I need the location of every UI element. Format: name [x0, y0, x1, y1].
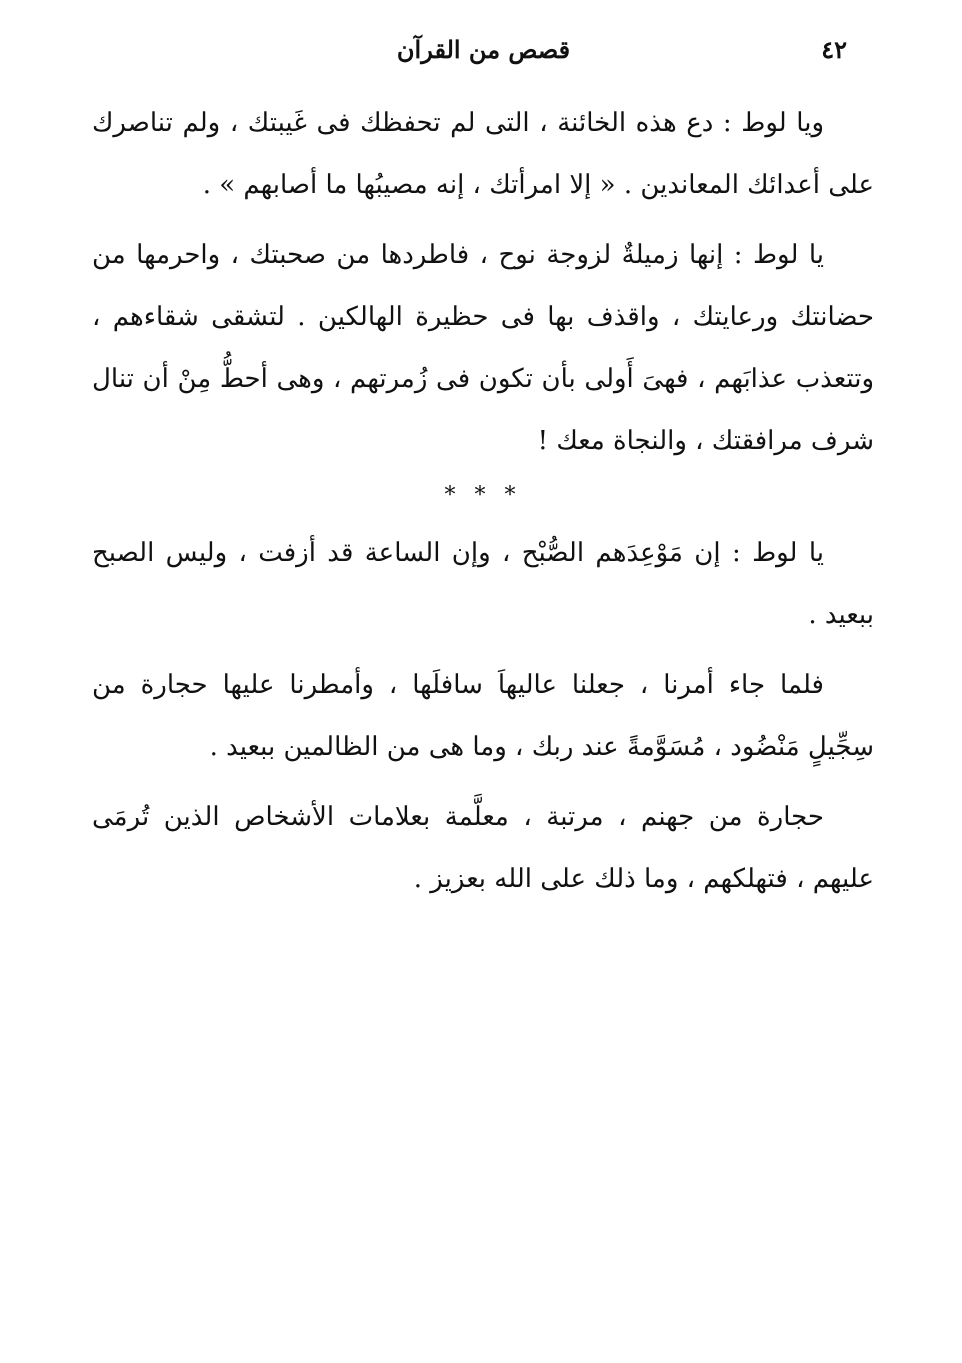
page-number: ٤٢	[821, 35, 847, 64]
paragraph-5: حجارة من جهنم ، مرتبة ، معلَّمة بعلامات الأشخاص الذين تُرمَى عليهم ، فتهلكهم ، وما ذلك على الله بعزيز .	[92, 802, 874, 894]
body-text	[92, 92, 874, 912]
paragraph-2: يا لوط : إنها زميلةٌ لزوجة نوح ، فاطردها من صحبتك ، واحرمها من حضانتك ورعايتك ، واقذف بها فى حظيرة الهالكين . لتشقى شقاءهم ، وتتعذب عذابَهم ، فهىَ أَولى بأن تكون فى زُمرتهم ، وهى أحطُّ مِنْ أن تنال شرف مرافقتك ، والنجاة معك !	[92, 240, 874, 456]
paragraph-3: يا لوط : إن مَوْعِدَهم الصُّبْح ، وإن الساعة قد أزفت ، وليس الصبح ببعيد .	[92, 538, 874, 630]
page-header	[120, 30, 847, 70]
paragraph-1: ويا لوط : دع هذه الخائنة ، التى لم تحفظك فى غَيبتك ، ولم تناصرك على أعدائك المعاندين . « إلا امرأتك ، إنه مصيبُها ما أصابهم » .	[92, 108, 874, 200]
paragraph-4: فلما جاء أمرنا ، جعلنا عاليهاَ سافلَها ، وأمطرنا عليها حجارة من سِجِّيلٍ مَنْضُود ، مُسَوَّمةً عند ربك ، وما هى من الظالمين ببعيد .	[92, 670, 874, 762]
running-title: قصص من القرآن	[396, 35, 571, 64]
section-separator: * * *	[444, 483, 522, 508]
